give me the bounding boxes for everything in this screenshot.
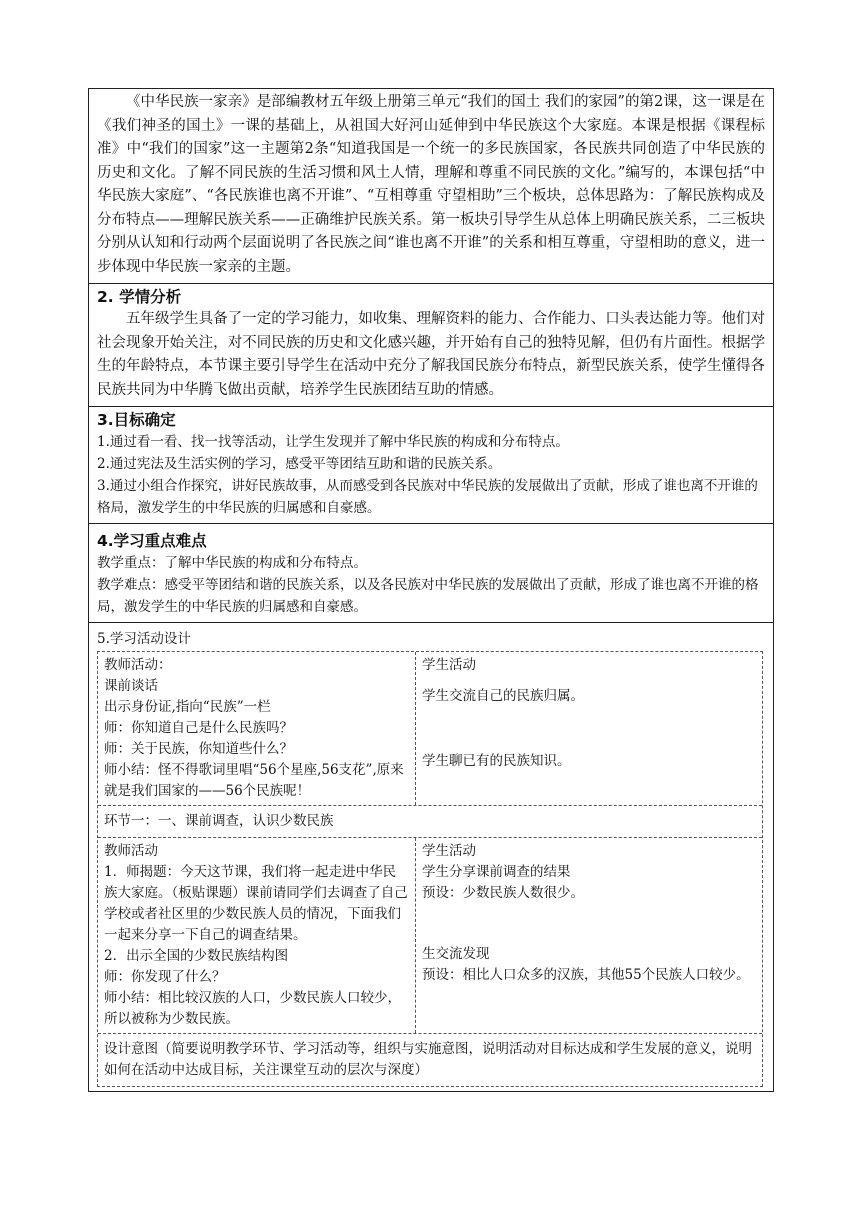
teacher-line: 师：关于民族，你知道些什么？ xyxy=(104,741,293,757)
teacher-line: 师：你发现了什么？ xyxy=(104,969,226,985)
learner-analysis-paragraph: 五年级学生具备了一定的学习能力，如收集、理解资料的能力、合作能力、口头表达能力等。他们对社会现象开始关注，对不同民族的历史和文化感兴趣，并开始有自己的独特见解，但仍有片面性。根据学生的年龄特点，本节课主要引导学生在活动中充分了解我国民族分布特点，新型民族关系，使学生懂得各民族共同为中华腾飞做出贡献，培养学生民族团结互助的情感。 xyxy=(97,311,765,398)
intro-paragraph: 《中华民族一家亲》是部编教材五年级上册第三单元“我们的国土 我们的家园”的第2课，这一课是在《我们神圣的国土》一课的基础上，从祖国大好河山延伸到中华民族这个大家庭。本课是根据《课程标准》中“我们的国家”这一主题第2条“知道我国是一个统一的多民族国家，各民族共同创造了中华民族的历史和文化。了解不同民族的生活习惯和风土人情，理解和尊重不同民族的文化。”编写的，本课包括“中华民族大家庭”、“各民族谁也离不开谁”、“互相尊重 守望相助”三个板块，总体思路为：了解民族构成及分布特点——理解民族关系——正确维护民族关系。第一板块引导学生从总体上明确民族关系，二三板块分别从认知和行动两个层面说明了各民族之间“谁也离不开谁”的关系和相互尊重，守望相助的意义，进一步体现中华民族一家亲的主题。 xyxy=(97,94,765,275)
link-one-title: 环节一：一、课前调查，认识少数民族 xyxy=(104,813,334,829)
key-points-section xyxy=(89,523,773,622)
teacher-activity-cell xyxy=(98,838,416,1033)
teacher-line: 出示身份证,指向“民族”一栏 xyxy=(104,699,271,715)
objectives-heading: 3.目标确定 xyxy=(97,411,176,429)
teacher-line: 师小结：怪不得歌词里唱“56个星座,56支花”,原来就是我们国家的——56个民族呢！ xyxy=(104,762,404,799)
learner-analysis-section xyxy=(89,283,773,406)
activity-grid xyxy=(97,651,763,1087)
design-intent-text: 设计意图（简要说明教学环节、学习活动等，组织与实施意图，说明活动对目标达成和学生发展的意义，说明如何在活动中达成目标，关注课堂互动的层次与深度） xyxy=(104,1041,752,1078)
teacher-line: 1．师揭题：今天这节课，我们将一起走进中华民族大家庭。（板贴课题）课前请同学们去调查了自己学校或者社区里的少数民族人员的情况，下面我们一起来分享一下自己的调查结果。 xyxy=(104,864,408,943)
teacher-line: 2．出示全国的少数民族结构图 xyxy=(104,948,289,964)
design-intent-row xyxy=(98,1033,762,1086)
activity-design-heading: 5.学习活动设计 xyxy=(97,631,191,647)
teacher-line: 教师活动： xyxy=(104,657,172,673)
student-line: 生交流发现 xyxy=(422,946,490,962)
survey-row xyxy=(98,837,762,1033)
teacher-line: 师：你知道自己是什么民族吗？ xyxy=(104,720,293,736)
pre-class-row xyxy=(98,652,762,805)
student-line: 学生聊已有的民族知识。 xyxy=(422,753,571,769)
student-activity-title: 学生活动 xyxy=(422,657,476,673)
lesson-plan-page xyxy=(88,88,774,1092)
link-one-row xyxy=(98,805,762,837)
learner-analysis-heading: 2. 学情分析 xyxy=(97,288,182,306)
teacher-line: 课前谈话 xyxy=(104,678,158,694)
teaching-focus: 教学重点：了解中华民族的构成和分布特点。 xyxy=(97,555,367,571)
teacher-line: 师小结：相比较汉族的人口，少数民族人口较少，所以被称为少数民族。 xyxy=(104,990,401,1027)
student-line: 预设：少数民族人数很少。 xyxy=(422,885,584,901)
student-line: 学生分享课前调查的结果 xyxy=(422,864,571,880)
student-activity-cell xyxy=(416,838,762,1033)
intro-section xyxy=(89,88,773,283)
teacher-line: 教师活动 xyxy=(104,843,158,859)
student-activity-title: 学生活动 xyxy=(422,843,476,859)
student-line: 学生交流自己的民族归属。 xyxy=(422,688,584,704)
key-points-heading: 4.学习重点难点 xyxy=(97,532,207,550)
objective-item: 2.通过宪法及生活实例的学习，感受平等团结互助和谐的民族关系。 xyxy=(97,456,502,472)
objective-item: 1.通过看一看、找一找等活动，让学生发现并了解中华民族的构成和分布特点。 xyxy=(97,434,569,450)
activity-design-section xyxy=(89,622,773,1091)
student-line: 预设：相比人口众多的汉族，其他55个民族人口较少。 xyxy=(422,967,750,983)
objective-item: 3.通过小组合作探究，讲好民族故事，从而感受到各民族对中华民族的发展做出了贡献，形成了谁也离不开谁的格局，激发学生的中华民族的归属感和自豪感。 xyxy=(97,478,758,516)
teacher-activity-cell xyxy=(98,652,416,805)
objectives-section xyxy=(89,406,773,523)
lesson-plan-table xyxy=(88,88,774,1092)
student-activity-cell xyxy=(416,652,762,805)
teaching-difficulty: 教学难点：感受平等团结和谐的民族关系，以及各民族对中华民族的发展做出了贡献，形成了谁也离不开谁的格局，激发学生的中华民族的归属感和自豪感。 xyxy=(97,577,759,615)
